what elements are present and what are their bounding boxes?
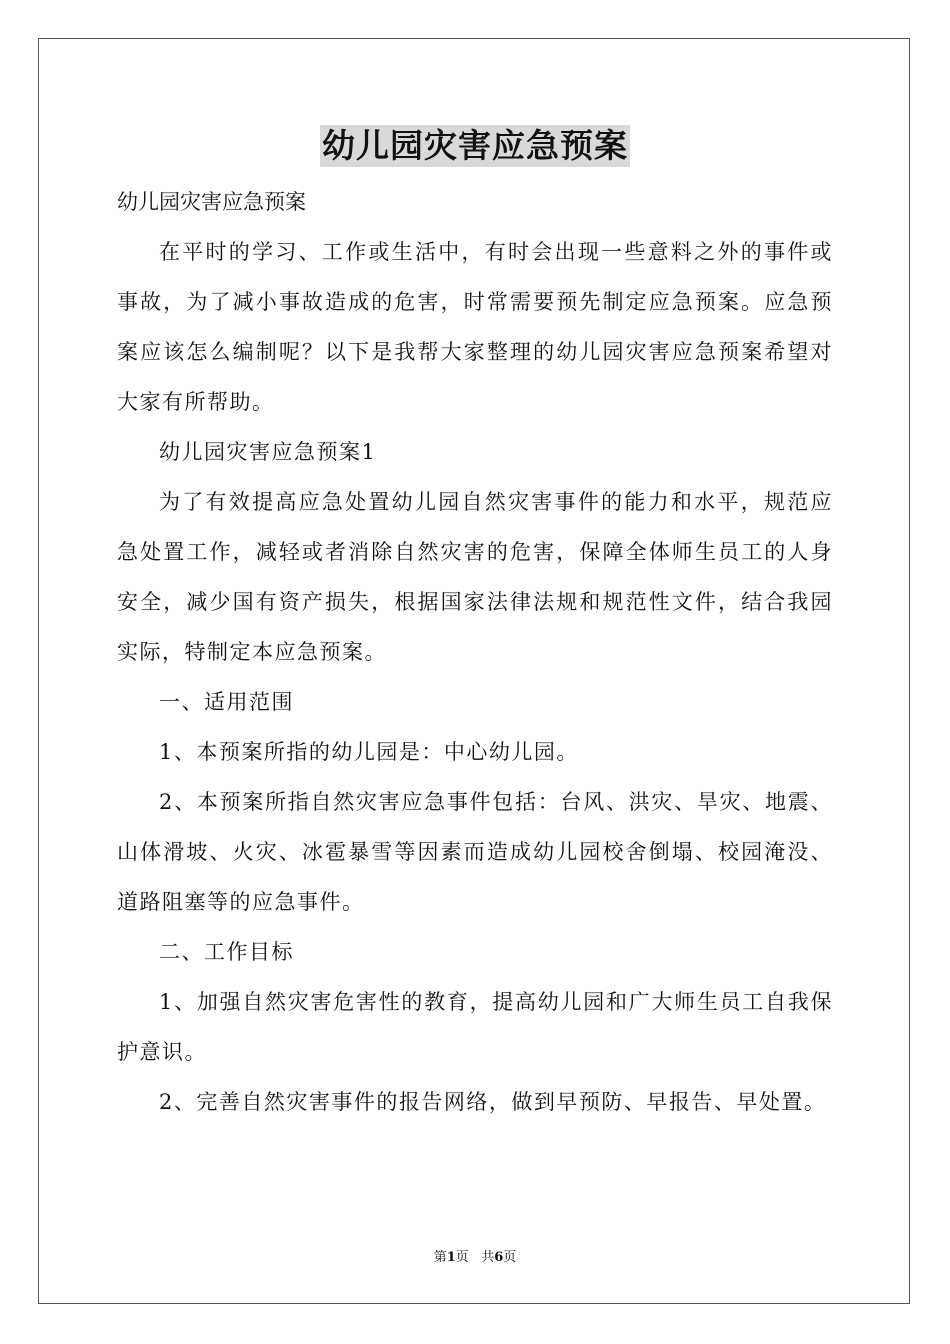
section-heading-goals: 二、工作目标	[159, 940, 294, 964]
paragraph-goal-1: 1、加强自然灾害危害性的教育，提高幼儿园和广大师生员工自我保护意识。	[117, 990, 833, 1064]
paragraph-goal-2: 2、完善自然灾害事件的报告网络，做到早预防、早报告、早处置。	[159, 1090, 827, 1114]
paragraph-scope-1: 1、本预案所指的幼儿园是：中心幼儿园。	[159, 740, 579, 764]
paragraph-intro: 在平时的学习、工作或生活中，有时会出现一些意料之外的事件或事故，为了减小事故造成的危害，时常需要预先制定应急预案。应急预案应该怎么编制呢？以下是我帮大家整理的幼儿园灾害应急预案希望对大家有所帮助。	[117, 240, 833, 414]
footer-total-pages: 6	[494, 1250, 504, 1265]
footer-total-prefix: 共	[481, 1250, 495, 1265]
footer-page-prefix: 第	[433, 1250, 447, 1265]
footer-total-suffix: 页	[503, 1250, 517, 1265]
document-subtitle: 幼儿园灾害应急预案	[117, 190, 306, 214]
page-footer	[0, 1246, 950, 1265]
paragraph-scope-2: 2、本预案所指自然灾害应急事件包括：台风、洪灾、旱灾、地震、山体滑坡、火灾、冰雹暴雪等因素而造成幼儿园校舍倒塌、校园淹没、道路阻塞等的应急事件。	[117, 790, 833, 914]
document-title: 幼儿园灾害应急预案	[322, 126, 628, 165]
footer-page-suffix: 页	[455, 1250, 469, 1265]
footer-page-number: 1	[446, 1250, 456, 1265]
section-heading-scope: 一、适用范围	[159, 690, 294, 714]
paragraph-purpose: 为了有效提高应急处置幼儿园自然灾害事件的能力和水平，规范应急处置工作，减轻或者消除自然灾害的危害，保障全体师生员工的人身安全，减少国有资产损失，根据国家法律法规和规范性文件，结合我园实际，特制定本应急预案。	[117, 490, 833, 664]
title-container	[0, 125, 950, 167]
section-heading-plan-1: 幼儿园灾害应急预案1	[159, 440, 377, 464]
document-body	[117, 177, 833, 1127]
